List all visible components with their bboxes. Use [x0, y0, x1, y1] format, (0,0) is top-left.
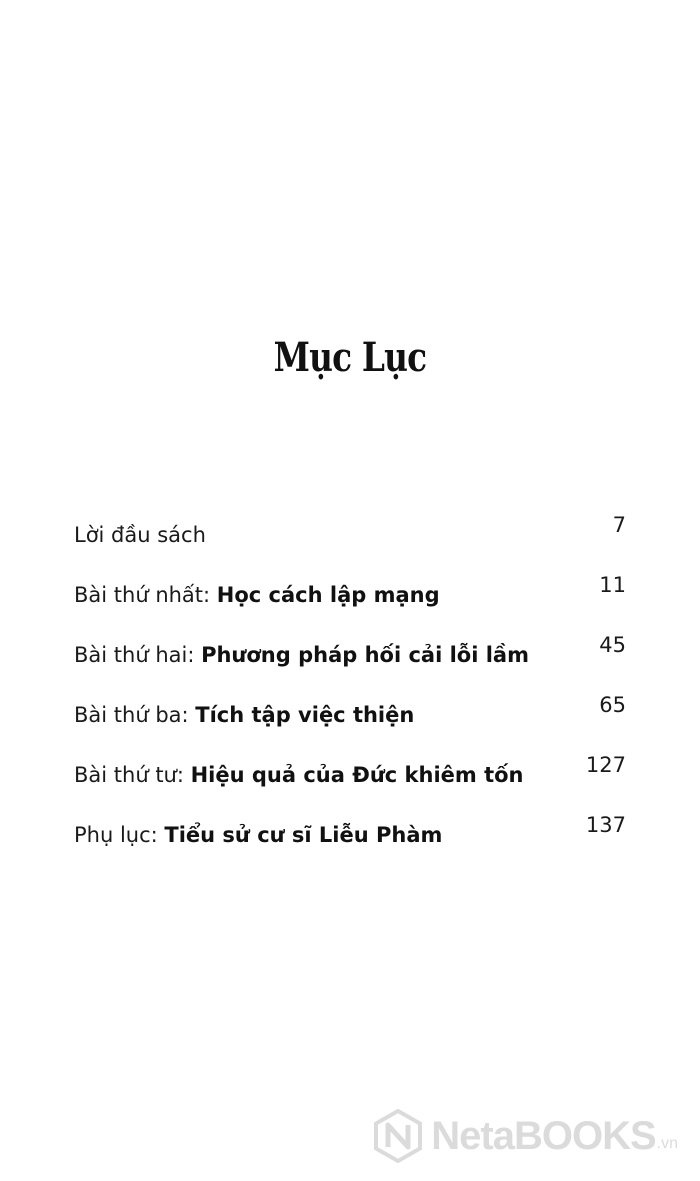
- toc-entry-page-number: 7: [612, 513, 626, 537]
- toc-entry-prefix: Bài thứ hai:: [74, 643, 202, 667]
- toc-entry-label: [74, 575, 440, 615]
- page-title: Mục Lục: [273, 334, 427, 381]
- toc-entry-title: Học cách lập mạng: [216, 583, 440, 607]
- toc-entry-prefix: Bài thứ nhất:: [74, 583, 217, 607]
- toc-entry-label: [74, 635, 529, 675]
- toc-entry: [74, 565, 626, 625]
- table-of-contents: [74, 505, 626, 865]
- toc-entry-prefix: Lời đầu sách: [74, 523, 206, 547]
- toc-entry-page-number: 65: [599, 693, 626, 717]
- toc-entry: [74, 805, 626, 865]
- toc-entry-prefix: Bài thứ tư:: [74, 763, 191, 787]
- toc-entry-title: Phương pháp hối cải lỗi lầm: [201, 643, 529, 667]
- netabooks-logo-icon: [371, 1109, 425, 1163]
- watermark-brand: NetaBOOKS: [431, 1113, 656, 1158]
- toc-entry-page-number: 11: [599, 573, 626, 597]
- toc-entry-label: [74, 755, 524, 795]
- toc-entry-label: [74, 815, 442, 855]
- netabooks-watermark: [371, 1109, 678, 1163]
- toc-entry-prefix: Phụ lục:: [74, 823, 165, 847]
- toc-entry-title: Tiểu sử cư sĩ Liễu Phàm: [164, 823, 443, 847]
- toc-entry-title: Hiệu quả của Đức khiêm tốn: [190, 763, 524, 787]
- toc-entry: [74, 625, 626, 685]
- toc-entry: [74, 745, 626, 805]
- toc-entry: [74, 685, 626, 745]
- toc-entry-page-number: 127: [585, 753, 626, 777]
- toc-entry-page-number: 137: [585, 813, 626, 837]
- toc-entry-title: Tích tập việc thiện: [195, 703, 415, 727]
- toc-entry-label: [74, 515, 206, 555]
- toc-entry-label: [74, 695, 414, 735]
- toc-entry-prefix: Bài thứ ba:: [74, 703, 196, 727]
- toc-entry-page-number: 45: [599, 633, 626, 657]
- toc-entry: [74, 505, 626, 565]
- watermark-domain: .vn: [656, 1135, 678, 1152]
